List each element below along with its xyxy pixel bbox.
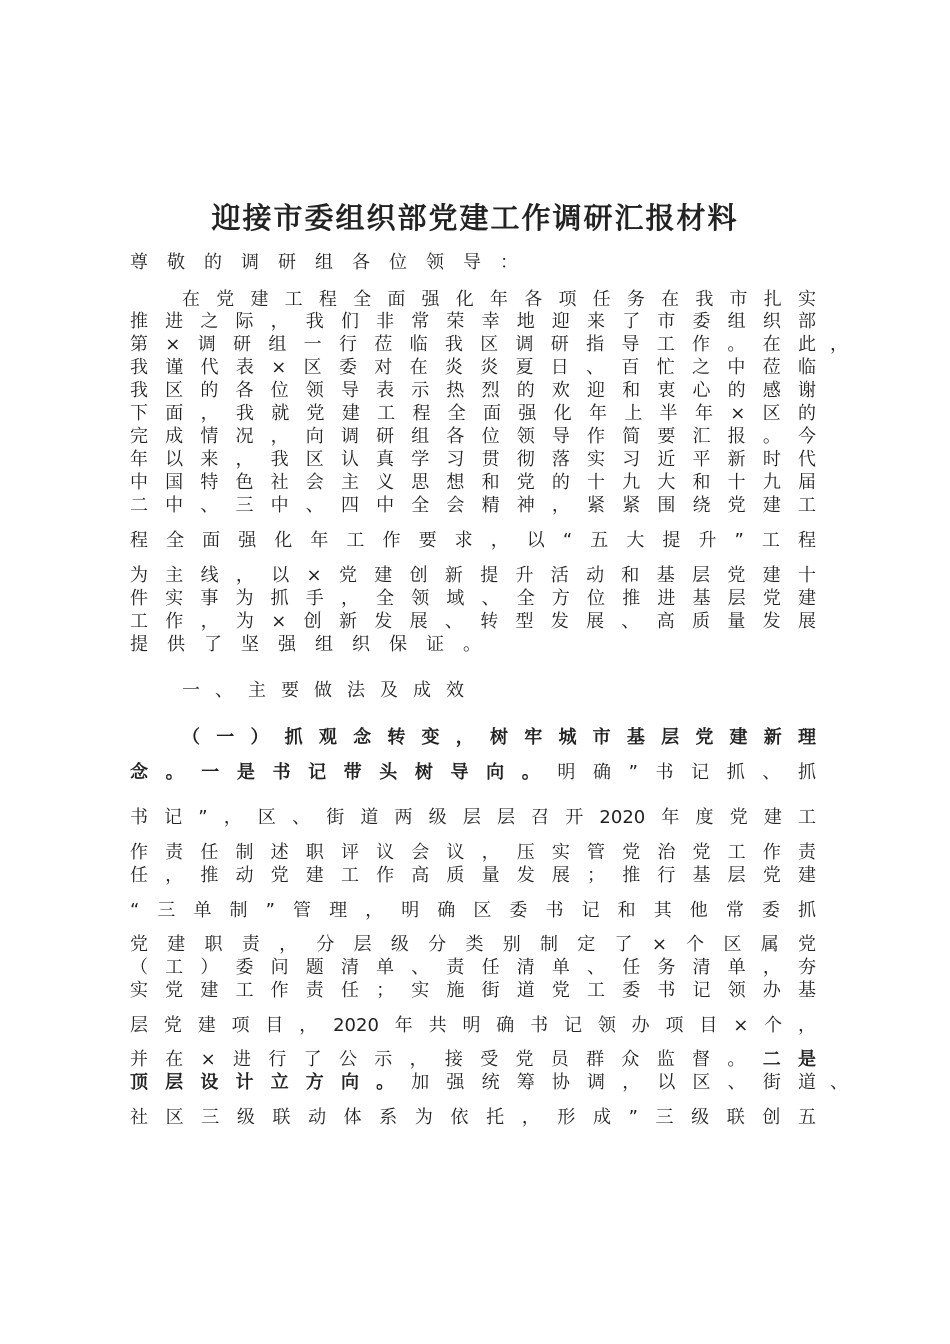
paragraph-line: 第×调研组一行莅临我区调研指导工作。在此 bbox=[130, 334, 816, 355]
paragraph-line: 我区的各位领导表示热烈的欢迎和衷心的感谢 bbox=[130, 380, 816, 401]
paragraph-line: 作责任制述职评议会议，压实管党治党工作责 bbox=[130, 842, 816, 863]
paragraph-line: 下面，我就党建工程全面强化年上半年×区的 bbox=[130, 403, 816, 424]
line-rest: 明确”书记抓、抓 bbox=[557, 762, 816, 783]
bold-lead: 念。一是书记带头树导向。 bbox=[130, 762, 558, 783]
paragraph-line: 实党建工作责任；实施街道党工委书记领办基 bbox=[130, 980, 816, 1001]
paragraph-line: 完成情况，向调研组各位领导作简要汇报。今 bbox=[130, 426, 816, 447]
paragraph-line: 社区三级联动体系为依托，形成”三级联创五 bbox=[130, 1107, 816, 1128]
trailing-punctuation: 、 bbox=[830, 1072, 848, 1093]
line-text: 并在×进行了公示，接受党员群众监督。 bbox=[130, 1049, 763, 1070]
paragraph-line: 件实事为抓手，全领域、全方位推进基层党建 bbox=[130, 588, 816, 609]
paragraph-line: “三单制”管理，明确区委书记和其他常委抓 bbox=[130, 900, 816, 921]
paragraph-line: 我谨代表×区委对在炎炎夏日、百忙之中莅临 bbox=[130, 357, 816, 378]
document-title: 迎接市委组织部党建工作调研汇报材料 bbox=[211, 201, 739, 235]
paragraph-line: （工）委问题清单、责任清单、任务清单，夯 bbox=[130, 957, 816, 978]
paragraph-line: 中国特色社会主义思想和党的十九大和十九届 bbox=[130, 472, 816, 493]
line-rest: 加强统筹协调，以区、街道 bbox=[411, 1072, 817, 1093]
bold-lead: 顶层设计立方向。 bbox=[130, 1072, 412, 1093]
paragraph-line: 层党建项目，2020年共明确书记领办项目×个， bbox=[130, 1015, 816, 1036]
paragraph-line: 年以来，我区认真学习贯彻落实习近平新时代 bbox=[130, 449, 816, 470]
paragraph-line: 党建职责，分层级分类别制定了×个区属党 bbox=[130, 934, 816, 955]
paragraph-line-mixed bbox=[130, 1048, 816, 1072]
paragraph-line-mixed bbox=[130, 761, 816, 785]
section-heading: 一、主要做法及成效 bbox=[182, 680, 479, 701]
paragraph-line: 任，推动党建工作高质量发展；推行基层党建 bbox=[130, 865, 816, 886]
paragraph-line: 程全面强化年工作要求，以“五大提升”工程 bbox=[130, 530, 816, 551]
salutation: 尊敬的调研组各位领导： bbox=[130, 252, 537, 273]
paragraph-line: 工作，为×创新发展、转型发展、高质量发展 bbox=[130, 611, 816, 632]
subheading: （一）抓观念转变，树牢城市基层党建新理 bbox=[182, 727, 816, 748]
paragraph-line: 在党建工程全面强化年各项任务在我市扎实 bbox=[182, 289, 816, 310]
trailing-punctuation: ， bbox=[830, 334, 848, 355]
paragraph-line: 为主线，以×党建创新提升活动和基层党建十 bbox=[130, 565, 816, 586]
paragraph-line: 书记”，区、街道两级层层召开2020年度党建工 bbox=[130, 807, 816, 828]
paragraph-line: 提供了坚强组织保证。 bbox=[130, 634, 500, 655]
paragraph-line: 二中、三中、四中全会精神，紧紧围绕党建工 bbox=[130, 495, 816, 516]
bold-lead: 二是 bbox=[762, 1049, 816, 1070]
paragraph-line: 推进之际，我们非常荣幸地迎来了市委组织部 bbox=[130, 311, 816, 332]
paragraph-line-mixed bbox=[130, 1071, 816, 1095]
